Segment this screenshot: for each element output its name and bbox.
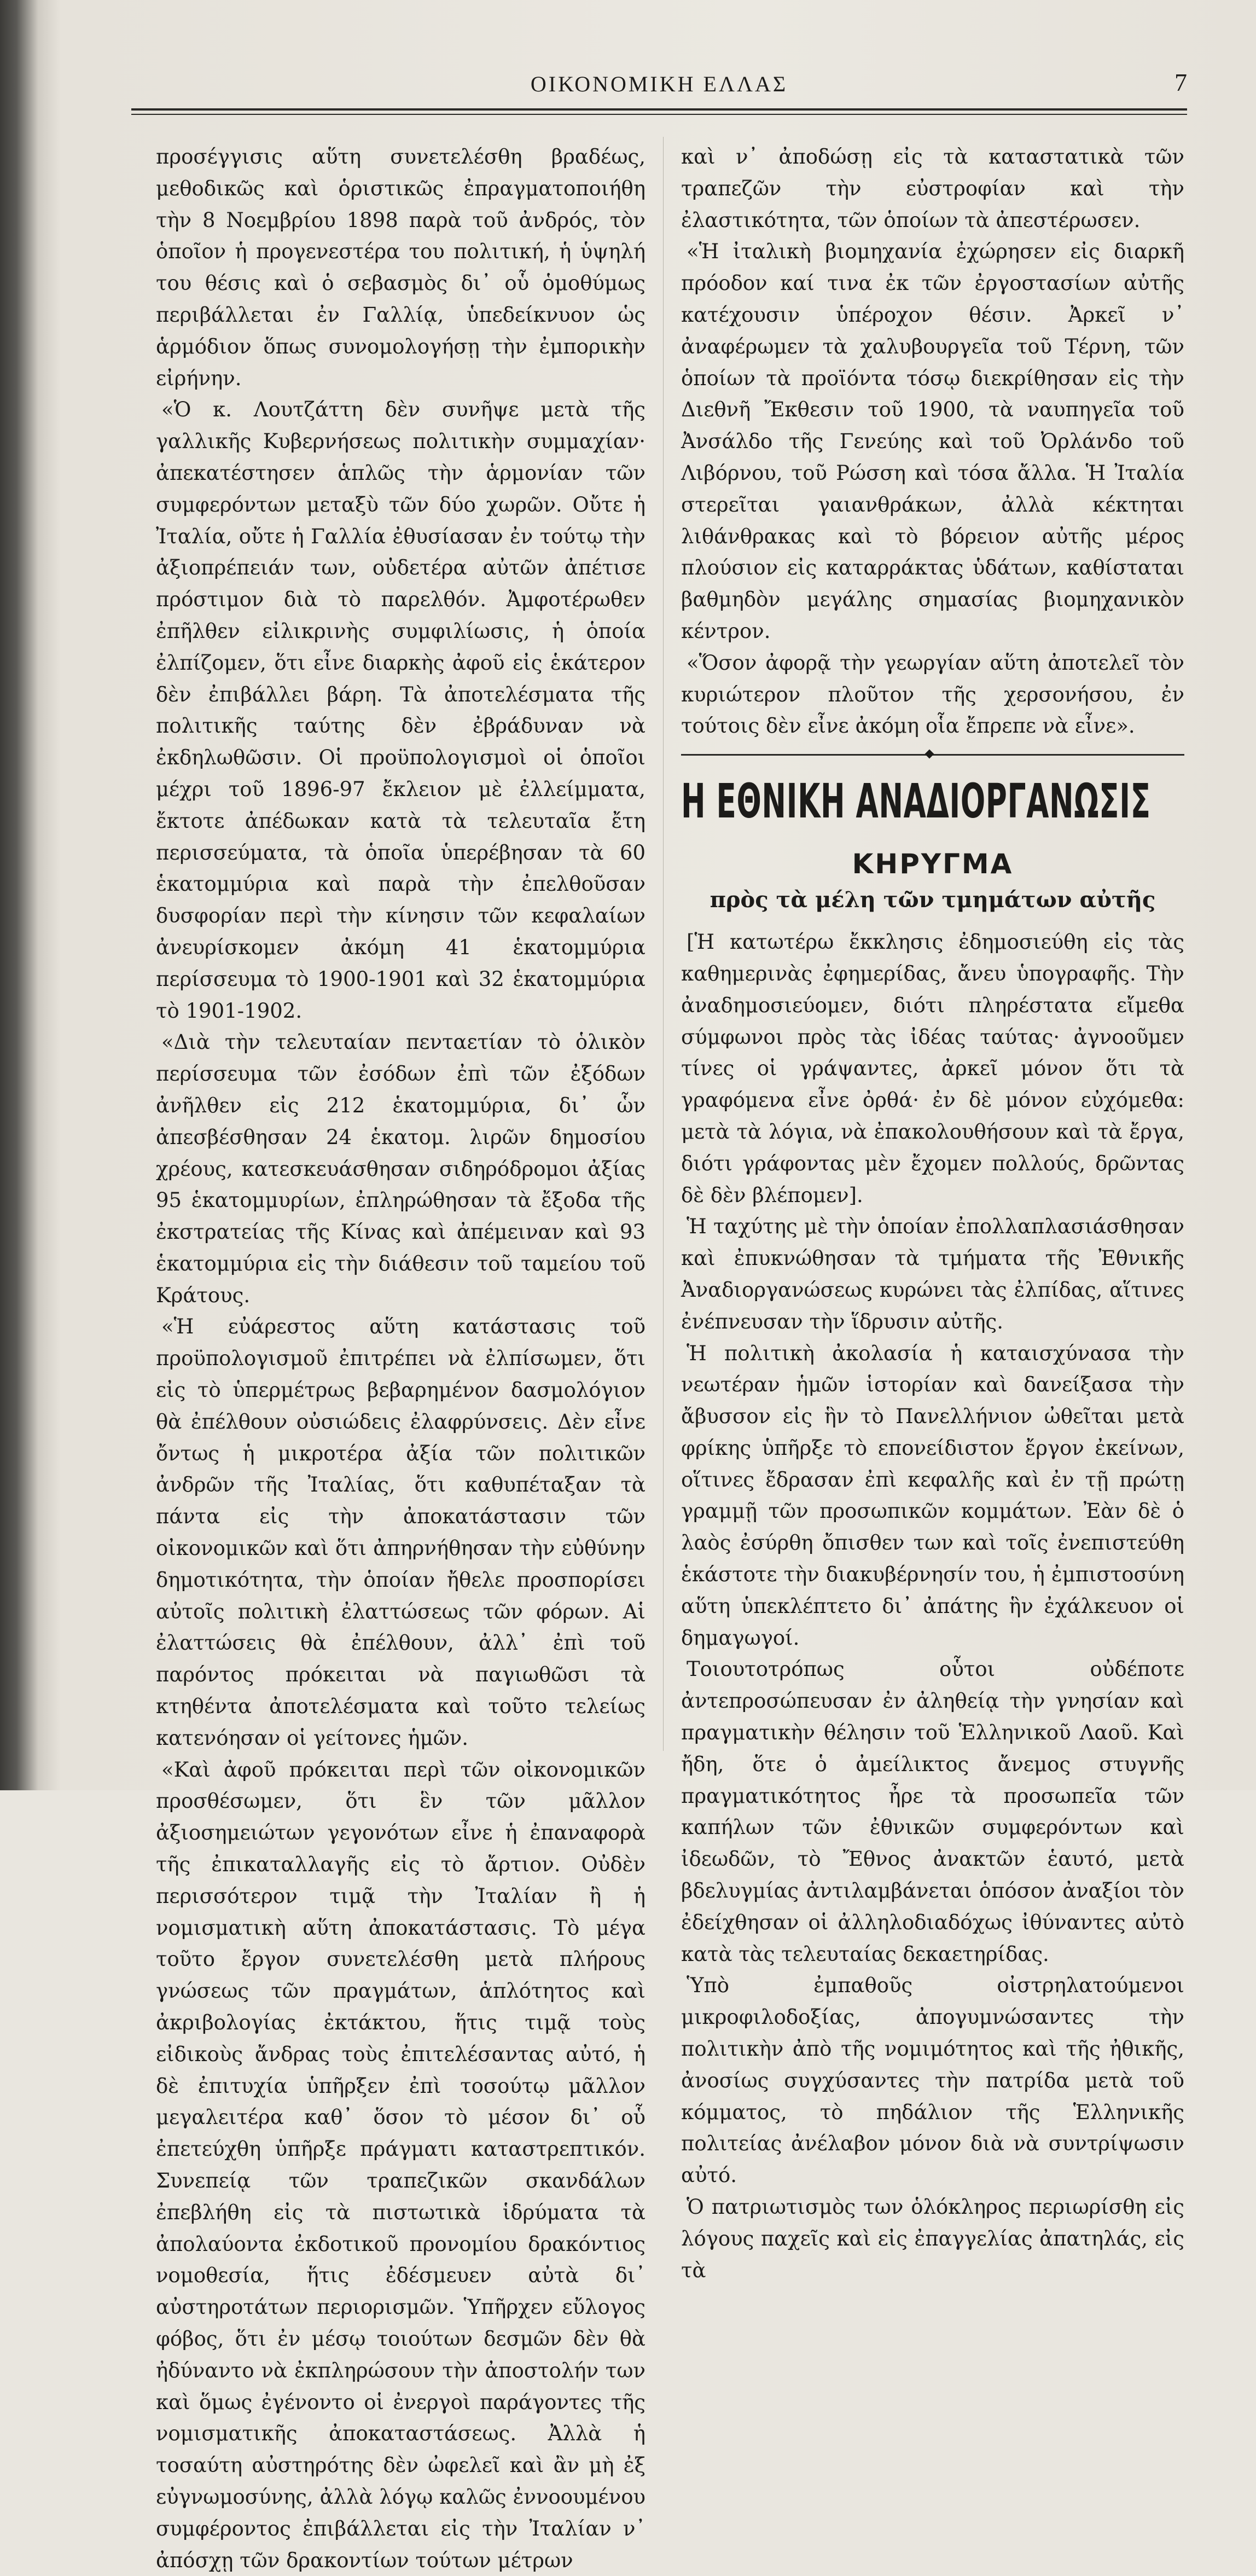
article-subtitle: πρὸς τὰ μέλη τῶν τμημάτων αὐτῆς — [710, 887, 1156, 913]
paragraph: [Ἡ κατωτέρω ἔκκλησις ἐδημοσιεύθη εἰς τὰς καθημερινὰς ἐφημερίδας, ἄνευ ὑπογραφῆς. Τὴν ἀναδημοσιεύομεν, διότι πληρέστατα εἴμεθα σύμφωνοι πρὸς τὰς ἰδέας ταύτας· ἀγνοοῦμεν τίνες οἱ γράψαντες, ἀρκεῖ μόνον ὅτι τὰ γραφόμενα εἶνε ὀρθά· ἐν δὲ μόνον εὐχόμεθα: μετὰ τὰ λόγια, νὰ ἐπακολουθήσουν καὶ τὰ ἔργα, διότι γράφοντας μὲν ἔχομεν πολλούς, δρῶντας δὲ δὲν βλέπομεν]. — [681, 930, 1184, 1207]
header-rule — [131, 108, 1187, 111]
paragraph: Ὑπὸ ἐμπαθοῦς οἰστρηλατούμενοι μικροφιλοδοξίας, ἀπογυμνώσαντες τὴν πολιτικὴν ἀπὸ τῆς νομιμότητος καὶ τῆς ἠθικῆς, ἀνοσίως συγχύσαντες τὴν πατρίδα μετὰ τοῦ κόμματος, τὸ πηδάλιον τῆς Ἑλληνικῆς πολιτείας ἀνέλαβον μόνον διὰ νὰ συντρίψωσιν αὐτό. — [681, 1974, 1184, 2188]
paragraph: «Ἡ εὐάρεστος αὕτη κατάστασις τοῦ προϋπολογισμοῦ ἐπιτρέπει νὰ ἐλπίσωμεν, ὅτι εἰς τὸ ὑπερμέτρως βεβαρημένον δασμολόγιον θὰ ἐπέλθουν οὐσιώδεις ἐλαφρύνσεις. Δὲν εἶνε ὄντως ἡ μικροτέρα ἀξία τῶν πολιτικῶν ἀνδρῶν τῆς Ἰταλίας, ὅτι καθυπέταξαν τὰ πάντα εἰς τὴν ἀποκατάστασιν τῶν οἰκονομικῶν καὶ ὅτι ἀπηρνήθησαν τὴν εὐθύνην δημοτικότητα, τὴν ὁποίαν ἤθελε προσπορίσει αὐτοῖς πολιτικὴ ἐλαττώσεως τῶν φόρων. Αἱ ἐλαττώσεις θὰ ἐπέλθουν, ἀλλ᾽ ἐπὶ τοῦ παρόντος πρόκειται νὰ παγιωθῶσι τὰ κτηθέντα ἀποτελέσματα καὶ τοῦτο τελείως κατενόησαν οἱ γείτονες ἡμῶν. — [156, 1315, 646, 1750]
paragraph: προσέγγισις αὕτη συνετελέσθη βραδέως, μεθοδικῶς καὶ ὁριστικῶς ἐπραγματοποιήθη τὴν 8 Νοεμβρίου 1898 παρὰ τοῦ ἀνδρός, τὸν ὁποῖον ἡ προγενεστέρα του πολιτική, ἡ ὑψηλή του θέσις καὶ ὁ σεβασμὸς δι᾽ οὗ ὁμοθύμως περιβάλλεται ἐν Γαλλίᾳ, ὑπεδείκνυον ὡς ἁρμόδιον ὅπως συνομολογήσῃ τὴν ἐμπορικὴν εἰρήνην. — [156, 145, 646, 390]
right-column — [681, 141, 1184, 2286]
column-divider — [663, 137, 664, 1751]
section-divider — [681, 754, 1184, 756]
section-headline: Η ΕΘΝΙΚΗ ΑΝΑΔΙΟΡΓΑΝΩΣΙΣ — [681, 774, 1151, 829]
article-title: ΚΗΡΥΓΜΑ — [852, 848, 1014, 880]
paragraph: «Διὰ τὴν τελευταίαν πενταετίαν τὸ ὁλικὸν περίσσευμα τῶν ἐσόδων ἐπὶ τῶν ἐξόδων ἀνῆλθεν εἰς 212 ἑκατομμύρια, δι᾽ ὧν ἀπεσβέσθησαν 24 ἑκατομ. λιρῶν δημοσίου χρέους, κατεσκευάσθησαν σιδηρόδρομοι ἀξίας 95 ἑκατομμυρίων, ἐπληρώθησαν τὰ ἔξοδα τῆς ἐκστρατείας τῆς Κίνας καὶ ἀπέμειναν καὶ 93 ἑκατομμύρια εἰς τὴν διάθεσιν τοῦ ταμείου τοῦ Κράτους. — [156, 1030, 646, 1307]
diamond-ornament-icon — [925, 750, 934, 759]
header-rule-thin — [131, 114, 1187, 115]
page-number: 7 — [1174, 68, 1187, 96]
paragraph: «Ἡ ἰταλικὴ βιομηχανία ἐχώρησεν εἰς διαρκῆ πρόοδον καί τινα ἐκ τῶν ἐργοστασίων αὐτῆς κατέχουσιν ὑπέροχον θέσιν. Ἀρκεῖ ν᾽ ἀναφέρωμεν τὰ χαλυβουργεῖα τοῦ Τέρνη, τῶν ὁποίων τὰ προϊόντα τόσῳ διεκρίθησαν εἰς τὴν Διεθνῆ Ἔκθεσιν τοῦ 1900, τὰ ναυπηγεῖα τοῦ Ἀνσάλδο τῆς Γενεύης καὶ τοῦ Ὀρλάνδο τοῦ Λιβόρνου, τοῦ Ρώσση καὶ τόσα ἄλλα. Ἡ Ἰταλία στερεῖται γαιανθράκων, ἀλλὰ κέκτηται λιθάνθρακας καὶ τὸ βόρειον αὐτῆς μέρος πλούσιον εἰς καταρράκτας ὑδάτων, καθίσταται βαθμηδὸν μεγάλης σημασίας βιομηχανικὸν κέντρον. — [681, 240, 1184, 643]
paragraph: Ἡ ταχύτης μὲ τὴν ὁποίαν ἐπολλαπλασιάσθησαν καὶ ἐπυκνώθησαν τὰ τμήματα τῆς Ἐθνικῆς Ἀναδιοργανώσεως κυρώνει τὰς ἐλπίδας, αἵτινες ἐνέπνευσαν τὴν ἵδρυσιν αὐτῆς. — [681, 1215, 1184, 1333]
paragraph: «Ὅσον ἀφορᾷ τὴν γεωργίαν αὕτη ἀποτελεῖ τὸν κυριώτερον πλοῦτον τῆς χερσονήσου, ἐν τούτοις δὲν εἶνε ἀκόμη οἷα ἔπρεπε νὰ εἶνε». — [681, 651, 1184, 738]
paragraph: Ὁ πατριωτισμὸς των ὁλόκληρος περιωρίσθη εἰς λόγους παχεῖς καὶ εἰς ἐπαγγελίας ἀπατηλάς, εἰς τὰ — [681, 2195, 1184, 2282]
left-column — [156, 141, 646, 2576]
running-title: ΟΙΚΟΝΟΜΙΚΗ ΕΛΛΑΣ — [530, 72, 788, 96]
paragraph: Ἡ πολιτικὴ ἀκολασία ἡ καταισχύνασα τὴν νεωτέραν ἡμῶν ἱστορίαν καὶ δανείξασα τὴν ἄβυσσον εἰς ἣν τὸ Πανελλήνιον ὠθεῖται μετὰ φρίκης ὑπῆρξε τὸ επονείδιστον ἔργον ἐκείνων, οἵτινες ἔδρασαν ἐπὶ κεφαλῆς καὶ ἐν τῇ πρώτῃ γραμμῇ τῶν προσωπικῶν κομμάτων. Ἐὰν δὲ ὁ λαὸς ἐσύρθη ὄπισθεν των καὶ τοῖς ἐνεπιστεύθη ἑκάστοτε τὴν διακυβέρνησίν του, ἡ ἐμπιστοσύνη αὕτη ὑπεκλέπτετο δι᾽ ἀπάτης ἣν ἐχάλκευον οἱ δημαγωγοί. — [681, 1341, 1184, 1650]
paragraph: «Καὶ ἀφοῦ πρόκειται περὶ τῶν οἰκονομικῶν προσθέσωμεν, ὅτι ἓν τῶν μᾶλλον ἀξιοσημειώτων γεγονότων εἶνε ἡ ἐπαναφορὰ τῆς ἐπικαταλλαγῆς εἰς τὸ ἄρτιον. Οὐδὲν περισσότερον τιμᾷ τὴν Ἰταλίαν ἢ ἡ νομισματικὴ αὕτη ἀποκατάστασις. Τὸ μέγα τοῦτο ἔργον συνετελέσθη μετὰ πλήρους γνώσεως τῶν πραγμάτων, ἁπλότητος καὶ ἀκριβολογίας ἐκτάκτου, ἥτις τιμᾷ τοὺς εἰδικοὺς ἄνδρας τοὺς ἐπιτελέσαντας αὐτό, ἡ δὲ ἐπιτυχία ὑπῆρξεν ἐπὶ τοσούτῳ μᾶλλον μεγαλειτέρα καθ᾽ ὅσον τὸ μέσον δι᾽ οὗ ἐπετεύχθη ὑπῆρξε πράγματι καταστρεπτικόν. Συνεπείᾳ τῶν τραπεζικῶν σκανδάλων ἐπεβλήθη εἰς τὰ πιστωτικὰ ἱδρύματα τὰ ἀπολαύοντα ἐκδοτικοῦ προνομίου δρακόντιος νομοθεσία, ἥτις ἐδέσμευεν αὐτὰ δι᾽ αὐστηροτάτων περιορισμῶν. Ὑπῆρχεν εὔλογος φόβος, ὅτι ἐν μέσῳ τοιούτων δεσμῶν δὲν θὰ ἠδύναντο νὰ ἐκπληρώσουν τὴν ἀποστολήν των καὶ ὅμως ἐγένοντο οἱ ἐνεργοὶ παράγοντες τῆς νομισματικῆς ἀποκαταστάσεως. Ἀλλὰ ἡ τοσαύτη αὐστηρότης δὲν ὠφελεῖ καὶ ἂν μὴ ἐξ εὐγνωμοσύνης, ἀλλὰ λόγῳ καλῶς ἐννοουμένου συμφέροντος ἐπιβάλλεται εἰς τὴν Ἰταλίαν ν᾽ ἀπόσχῃ τῶν δρακοντίων τούτων μέτρων — [156, 1757, 646, 2572]
page-header — [131, 68, 1187, 104]
paragraph: «Ὁ κ. Λουτζάττη δὲν συνῆψε μετὰ τῆς γαλλικῆς Κυβερνήσεως πολιτικὴν συμμαχίαν· ἀπεκατέστησεν ἁπλῶς τὴν ἁρμονίαν τῶν συμφερόντων μεταξὺ τῶν δύο χωρῶν. Οὔτε ἡ Ἰταλία, οὔτε ἡ Γαλλία ἐθυσίασαν ἐν τούτῳ τὴν ἀξιοπρέπειάν των, οὐδετέρα αὐτῶν ἀπέτισε πρόστιμον διὰ τὸ παρελθόν. Ἀμφοτέρωθεν ἐπῆλθεν εἰλικρινὴς συμφιλίωσις, ἡ ὁποία ἐλπίζομεν, ὅτι εἶνε διαρκὴς ἀφοῦ εἰς ἑκάτερον δὲν ἐπιβάλλει βάρη. Τὰ ἀποτελέσματα τῆς πολιτικῆς ταύτης δὲν ἐβράδυναν νὰ ἐκδηλωθῶσιν. Οἱ προϋπολογισμοὶ οἱ ὁποῖοι μέχρι τοῦ 1896-97 ἔκλειον μὲ ἐλλείμματα, ἔκτοτε ἀπέδωκαν κατὰ τὰ τελευταῖα ἔτη περισσεύματα, τὰ ὁποῖα ὑπερέβησαν τὰ 60 ἑκατομμύρια καὶ παρὰ τὴν ἐπελθοῦσαν δυσφορίαν περὶ τὴν κίνησιν τῶν κεφαλαίων ἀνευρίσκομεν ἀκόμη 41 ἑκατομμύρια περίσσευμα τὸ 1900-1901 καὶ 32 ἑκατομμύρια τὸ 1901-1902. — [156, 398, 646, 1023]
paragraph: Τοιουτοτρόπως οὗτοι οὐδέποτε ἀντεπροσώπευσαν ἐν ἀληθείᾳ τὴν γνησίαν καὶ πραγματικὴν θέλησιν τοῦ Ἑλληνικοῦ Λαοῦ. Καὶ ἤδη, ὅτε ὁ ἀμείλικτος ἄνεμος στυγνῆς πραγματικότητος ἦρε τὰ προσωπεῖα τῶν καπήλων τῶν ἐθνικῶν συμφερόντων καὶ ἰδεωδῶν, τὸ Ἔθνος ἀνακτῶν ἑαυτό, μετὰ βδελυγμίας ἀντιλαμβάνεται ὁπόσον ἀναξίοι τὸν ἐδείχθησαν οἱ ἀλληλοδιαδόχως ἰθύναντες αὐτὸ κατὰ τὰς τελευταίας δεκαετηρίδας. — [681, 1657, 1184, 1966]
paragraph: καὶ ν᾽ ἀποδώσῃ εἰς τὰ καταστατικὰ τῶν τραπεζῶν τὴν εὐστροφίαν καὶ τὴν ἐλαστικότητα, τῶν ὁποίων τὰ ἀπεστέρωσεν. — [681, 145, 1184, 232]
